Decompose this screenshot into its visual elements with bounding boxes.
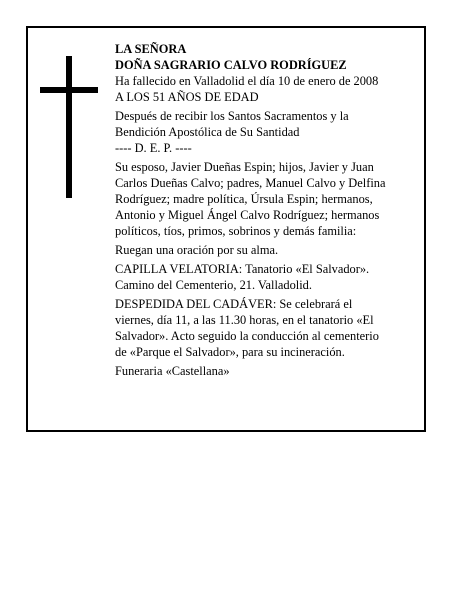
obituary-notice	[26, 26, 426, 432]
chapel-line-2: Camino del Cementerio, 21. Valladolid.	[115, 278, 312, 292]
notice-text	[115, 41, 415, 379]
family-line-3: Rodríguez; madre política, Úrsula Espin; hermanos,	[115, 192, 373, 206]
cross-icon	[40, 56, 98, 198]
prayer-line: Ruegan una oración por su alma.	[115, 243, 279, 257]
header-title: LA SEÑORA	[115, 42, 187, 56]
deceased-name: DOÑA SAGRARIO CALVO RODRÍGUEZ	[115, 58, 347, 72]
farewell-line-1: DESPEDIDA DEL CADÁVER: Se celebrará el	[115, 297, 353, 311]
funeral-home: Funeraria «Castellana»	[115, 364, 230, 378]
sacraments-line-1: Después de recibir los Santos Sacramentos y la	[115, 109, 349, 123]
family-line-2: Carlos Dueñas Calvo; padres, Manuel Calvo y Delfina	[115, 176, 386, 190]
cross-horizontal-bar	[40, 87, 98, 93]
chapel-line-1: CAPILLA VELATORIA: Tanatorio «El Salvador».	[115, 262, 370, 276]
death-date: Ha fallecido en Valladolid el día 10 de enero de 2008	[115, 74, 379, 88]
rip-line: ---- D. E. P. ----	[115, 141, 192, 155]
family-line-4: Antonio y Miguel Ángel Calvo Rodríguez; hermanos	[115, 208, 380, 222]
cross-vertical-bar	[66, 56, 72, 198]
farewell-line-3: Salvador». Acto seguido la conducción al cementerio	[115, 329, 379, 343]
age-line: A LOS 51 AÑOS DE EDAD	[115, 90, 259, 104]
farewell-line-2: viernes, día 11, a las 11.30 horas, en el tanatorio «El	[115, 313, 374, 327]
family-line-5: políticos, tíos, primos, sobrinos y demás familia:	[115, 224, 357, 238]
family-line-1: Su esposo, Javier Dueñas Espin; hijos, Javier y Juan	[115, 160, 374, 174]
sacraments-line-2: Bendición Apostólica de Su Santidad	[115, 125, 300, 139]
farewell-line-4: de «Parque el Salvador», para su incineración.	[115, 345, 345, 359]
